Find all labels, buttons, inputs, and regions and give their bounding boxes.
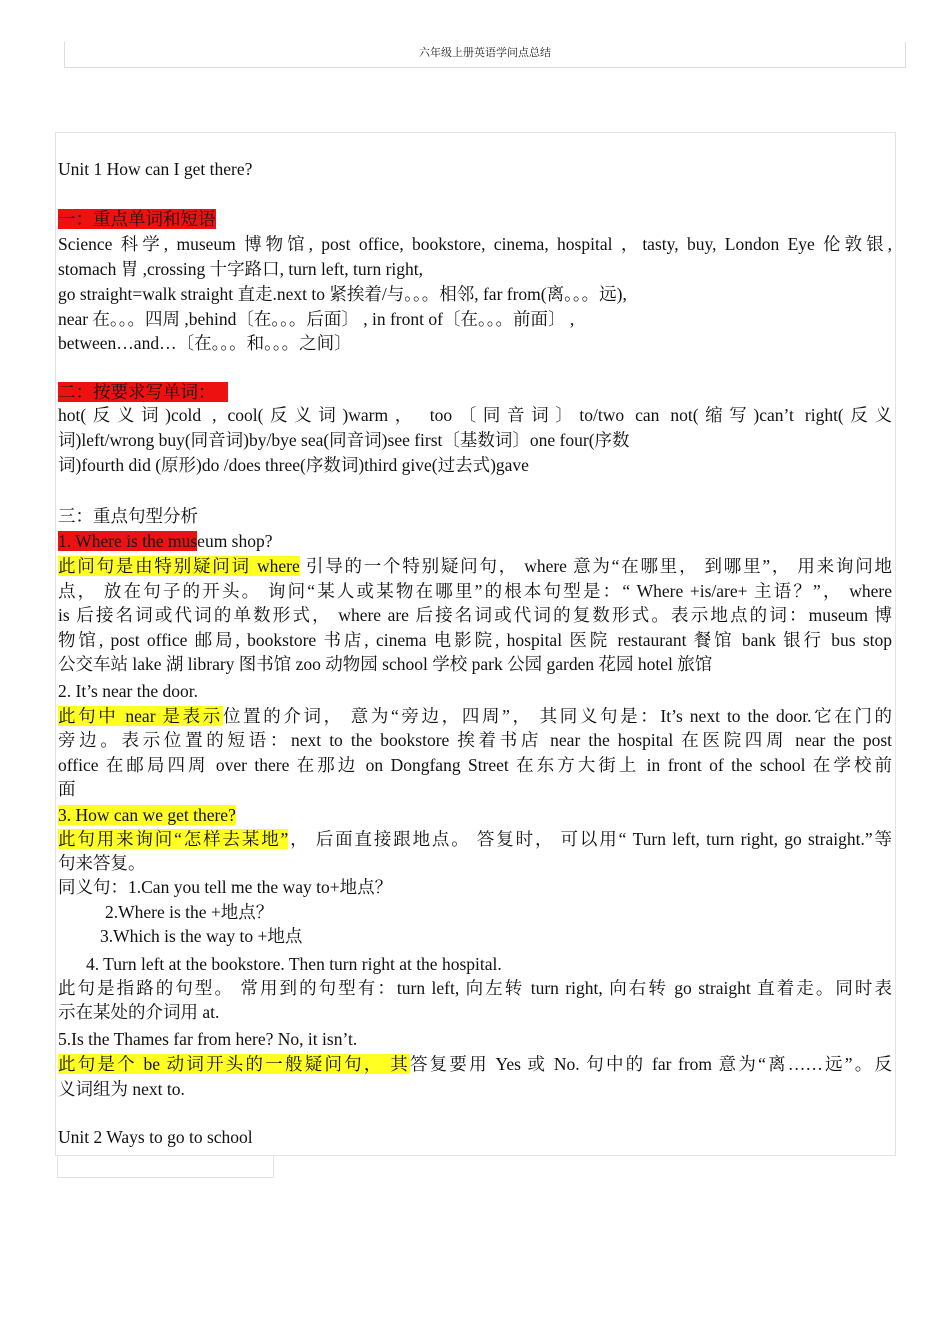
sec3-heading: 三：重点句型分析: [58, 506, 198, 526]
q3-synonym-2: 2.Where is the +地点？: [105, 902, 274, 922]
q3-title-line: [58, 803, 892, 828]
q3-para-line-2: 句来答复。: [58, 853, 146, 873]
q3-synonym-3: 3.Which is the way to +地点: [100, 926, 303, 946]
q5-para-line-2: 义词组为 next to.: [58, 1079, 185, 1099]
q2-title: 2. It’s near the door.: [58, 681, 198, 701]
q3-title: 3. How can we get there?: [58, 805, 236, 825]
q2-para-highlight: 此句中 near 是表示: [58, 706, 223, 726]
q1-title-rest: eum shop?: [197, 531, 273, 551]
unit2-title: Unit 2 Ways to go to school: [58, 1127, 253, 1147]
sec2-heading-line: [58, 380, 892, 405]
q3-para-highlight: 此句用来询问“怎样去某地”: [58, 829, 289, 849]
q2-para-line-3: office 在邮局四周 over there 在那边 on Dongfang Street 在东方大街上 in front of the school 在学校前: [58, 755, 892, 775]
sec2-heading: 二：按要求写单词：: [58, 382, 228, 402]
q5-para-rest: 答复要用 Yes 或 No. 句中的 far from 意为“离……远”。反: [409, 1054, 892, 1074]
q5-para-highlight: 此句是个 be 动词开头的一般疑问句， 其: [58, 1054, 410, 1074]
sec1-line-3: go straight=walk straight 直走.next to 紧挨着/与。。。相邻, far from(离。。。远),: [58, 284, 627, 304]
sec1-line-1: Science 科学, museum 博物馆, post office, bookstore, cinema, hospital ，tasty, buy, London Eye 伦敦银,: [58, 234, 892, 254]
q2-para-rest: 位置的介词， 意为“旁边，四周”， 其同义句是：It’s next to the door.它在门的: [222, 706, 892, 726]
q1-para-line-3: is 后接名词或代词的单数形式， where are 后接名词或代词的复数形式。表示地点的词：museum 博: [58, 605, 892, 625]
q1-para-line-1: [58, 554, 892, 579]
q5-para-line-1: [58, 1052, 892, 1077]
q1-title-highlight: 1. Where is the mus: [58, 531, 198, 551]
q2-para-line-1: [58, 704, 892, 729]
sec2-line-2: 词)left/wrong buy(同音词)by/bye sea(同音词)see first〔基数词〕one four(序数: [58, 430, 630, 450]
q5-title: 5.Is the Thames far from here? No, it isn’t.: [58, 1029, 358, 1049]
q1-para-highlight: 此问句是由特别疑问词 where: [58, 556, 300, 576]
sec1-heading: 一：重点单词和短语: [58, 209, 216, 229]
unit1-title: Unit 1 How can I get there?: [58, 159, 253, 179]
q2-para-line-2: 旁边。表示位置的短语：next to the bookstore 挨着书店 near the hospital 在医院四周 near the post: [58, 730, 892, 750]
q1-para-rest: 引导的一个特别疑问句， where 意为“在哪里， 到哪里”， 用来询问地: [299, 556, 892, 576]
q4-para-line-1: 此句是指路的句型。 常用到的句型有：turn left, 向左转 turn right, 向右转 go straight 直着走。同时表: [58, 978, 892, 998]
q1-para-line-4: 物馆, post office 邮局, bookstore 书店, cinema 电影院, hospital 医院 restaurant 餐馆 bank 银行 bus stop: [58, 630, 892, 650]
sec1-heading-line: [58, 207, 892, 232]
q3-synonym-1: 同义句：1.Can you tell me the way to+地点？: [58, 877, 393, 897]
header-title: 六年级上册英语学问点总结: [419, 46, 551, 59]
sec1-line-2: stomach 胃 ,crossing 十字路口, turn left, turn right,: [58, 259, 424, 279]
q1-para-line-2: 点， 放在句子的开头。 询问“某人或某物在哪里”的根本句型是：“ Where +is/are+ 主语？”， where: [58, 581, 892, 601]
page-header: [64, 42, 906, 68]
q3-para-line-1: [58, 827, 892, 852]
q1-title: [58, 529, 892, 554]
sec2-line-3: 词)fourth did (原形)do /does three(序数词)third give(过去式)gave: [58, 455, 529, 475]
frame-tab: [57, 1155, 274, 1178]
q1-para-line-5: 公交车站 lake 湖 library 图书馆 zoo 动物园 school 学校 park 公园 garden 花园 hotel 旅馆: [58, 654, 713, 674]
sec2-line-1: hot(反义词)cold , cool(反义词)warm， too〔同音词〕to/two can not(缩写)can’t right(反义: [58, 405, 892, 425]
sec1-line-4: near 在。。。四周 ,behind〔在。。。后面〕 , in front of〔在。。。前面〕 ,: [58, 309, 575, 329]
q4-title: 4. Turn left at the bookstore. Then turn right at the hospital.: [86, 954, 502, 974]
q3-para-rest: ， 后面直接跟地点。 答复时， 可以用“ Turn left, turn right, go straight.”等: [288, 829, 892, 849]
q2-para-line-4: 面: [58, 779, 76, 799]
q4-para-line-2: 示在某处的介词用 at.: [58, 1002, 220, 1022]
sec1-line-5: between…and…〔在。。。和。。。之间〕: [58, 333, 352, 353]
